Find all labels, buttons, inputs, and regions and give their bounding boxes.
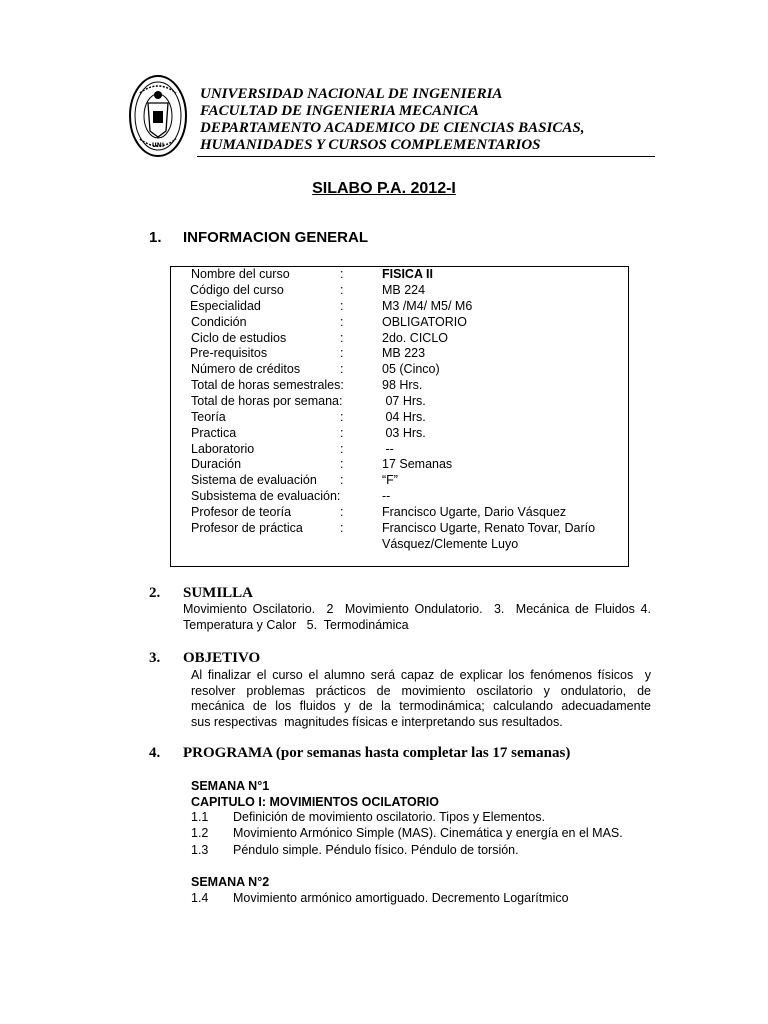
info-value: Francisco Ugarte, Dario Vásquez [382,505,567,519]
topic-text: Movimiento Armónico Simple (MAS). Cinemática y energía en el MAS. [233,826,623,840]
info-sep: : [340,315,344,329]
header-rule [197,156,655,157]
info-sep: : [340,473,344,487]
info-label: Pre-requisitos [190,346,268,360]
topic-text: Péndulo simple. Péndulo físico. Péndulo de torsión. [233,843,519,857]
header-faculty: FACULTAD DE INGENIERIA MECANICA [200,103,479,119]
section4-title-text: PROGRAMA (por semanas hasta completar las 17 semanas) [183,745,571,761]
week2-label: SEMANA N°2 [191,875,270,889]
info-label: Condición [191,315,247,329]
section3-title: OBJETIVO [183,650,261,666]
info-value: -- [382,489,391,503]
info-value: MB 223 [382,346,426,360]
info-value: “F” [382,473,398,487]
section1-title: INFORMACION GENERAL [183,229,368,246]
info-label: Practica [191,426,237,440]
section4-title [183,745,570,762]
info-value: 07 Hrs. [382,394,426,408]
university-seal-icon [128,73,188,159]
info-label: Sistema de evaluación [191,473,317,487]
info-label: Ciclo de estudios [191,331,287,345]
info-sep: : [340,442,344,456]
document-title: SILABO P.A. 2012-I [312,180,456,197]
info-value: Vásquez/Clemente Luyo [382,537,519,551]
objetivo-line-2: resolver problemas prácticos de movimiento oscilatorio y ondulatorio, de [191,684,651,698]
objetivo-line-1: Al finalizar el curso el alumno será capaz de explicar los fenómenos físicos y [191,668,651,682]
info-sep: : [340,299,344,313]
info-value: MB 224 [382,283,426,297]
info-value: -- [382,442,394,456]
objetivo-line-4: sus respectivas magnitudes físicas e interpretando sus resultados. [191,715,563,729]
info-sep: : [340,457,344,471]
info-label: Profesor de teoría [191,505,292,519]
info-value: 03 Hrs. [382,426,426,440]
sumilla-line-1: Movimiento Oscilatorio. 2 Movimiento Ondulatorio. 3. Mecánica de Fluidos 4. [183,602,651,616]
info-sep: : [340,521,344,535]
topic-number: 1.1 [191,810,209,824]
header-department: DEPARTAMENTO ACADEMICO DE CIENCIAS BASICAS, [200,120,585,136]
topic-text: Definición de movimiento oscilatorio. Tipos y Elementos. [233,810,545,824]
info-label: Código del curso [190,283,284,297]
info-sep: : [340,346,344,360]
svg-text:UNI: UNI [151,142,165,149]
info-value: 17 Semanas [382,457,453,471]
info-sep: : [340,283,344,297]
week1-label: SEMANA N°1 [191,779,270,793]
week1-chapter: CAPITULO I: MOVIMIENTOS OCILATORIO [191,795,439,809]
info-value: Francisco Ugarte, Renato Tovar, Darío [382,521,596,535]
info-label: Laboratorio [191,442,255,456]
section3-number: 3. [149,650,161,666]
topic-text: Movimiento armónico amortiguado. Decremento Logarítmico [233,891,569,905]
section4-number: 4. [149,745,161,761]
info-label: Subsistema de evaluación: [191,489,341,503]
info-value: FISICA II [382,267,433,281]
objetivo-line-3: mecánica de los fluidos y de la termodinámica; calculando adecuadamente [191,699,651,713]
topic-number: 1.3 [191,843,209,857]
info-value: OBLIGATORIO [382,315,467,329]
info-sep: : [340,331,344,345]
info-label: Especialidad [190,299,261,313]
info-value: 98 Hrs. [382,378,423,392]
info-label: Teoría [191,410,226,424]
section1-number: 1. [149,229,162,246]
info-label: Duración [191,457,242,471]
section2-title: SUMILLA [183,585,254,601]
section2-number: 2. [149,585,161,601]
info-label: Número de créditos [191,362,301,376]
info-sep: : [340,362,344,376]
sumilla-line-2: Temperatura y Calor 5. Termodinámica [183,618,409,632]
topic-number: 1.2 [191,826,209,840]
info-value: M3 /M4/ M5/ M6 [382,299,473,313]
info-label: Total de horas semestrales: [191,378,344,392]
info-sep: : [340,505,344,519]
info-value: 05 (Cinco) [382,362,440,376]
header-university: UNIVERSIDAD NACIONAL DE INGENIERIA [200,86,503,102]
header-department-cont: HUMANIDADES Y CURSOS COMPLEMENTARIOS [200,137,541,153]
info-sep: : [340,267,344,281]
info-sep: : [340,410,344,424]
info-sep: : [340,426,344,440]
info-label: Nombre del curso [191,267,290,281]
info-value: 2do. CICLO [382,331,449,345]
info-value: 04 Hrs. [382,410,426,424]
info-label: Total de horas por semana: [191,394,343,408]
topic-number: 1.4 [191,891,209,905]
info-label: Profesor de práctica [191,521,303,535]
